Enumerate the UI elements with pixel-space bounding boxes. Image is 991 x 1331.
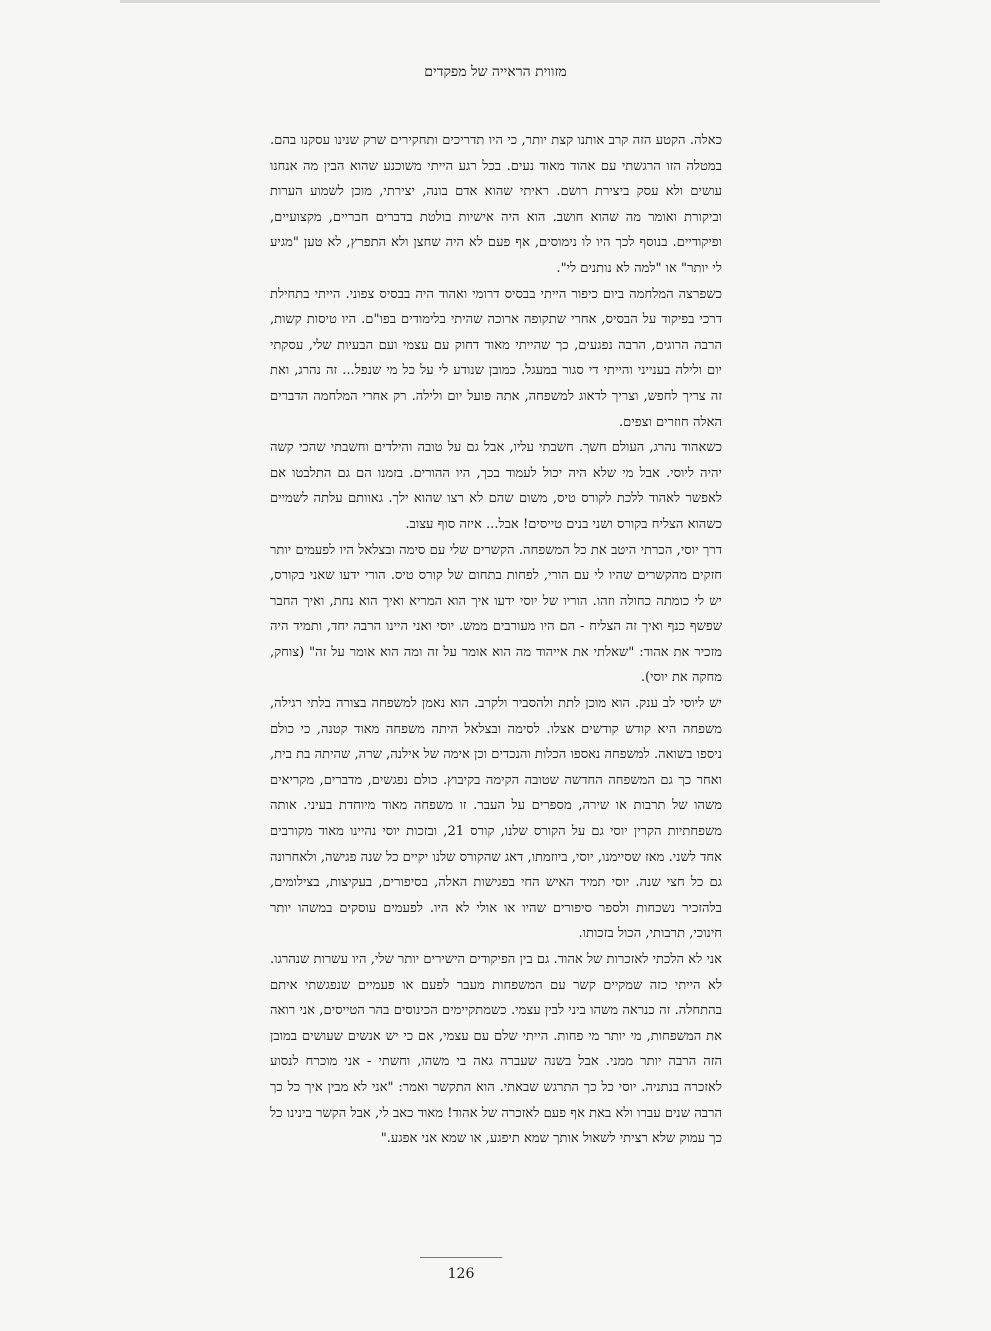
- paragraph: אני לא הלכתי לאזכרות של אהוד. גם בין הפיקודים הישירים יותר שלי, היו עשרות שנהרגו. לא הייתי כזה שמקיים קשר עם המשפחות מעבר לפעם או פעמיים שנפגשתי איתם בהתחלה. זה כנראה משהו ביני לבין עצמי. כשמתקיימים הכינוסים בהר הטייסים, אני רואה את המשפחות, מי יותר מי פחות. הייתי שלם עם עצמי, אם כי יש אנשים שעושים במובן הזה הרבה יותר ממני. אבל בשנה שעברה גאה בי משהו, וחשתי - אני מוכרח לנסוע לאזכרה בנתניה. יוסי כל כך התרגש שבאתי. הוא התקשר ואמר: "אני לא מבין איך כל כך הרבה שנים עברו ולא באת אף פעם לאזכרה של אהוד! מאוד כאב לי, אבל הקשר בינינו כל כך עמוק שלא רציתי לשאול אותך שמא תיפגע, או שמא אני אפגע.": [270, 952, 722, 1147]
- paragraph: כשאהוד נהרג, העולם חשך. חשבתי עליו, אבל גם על טובה והילדים וחשבתי שהכי קשה יהיה ליוסי. אבל מי שלא היה יכול לעמוד בכך, היו ההורים. בזמנו הם גם התלבטו אם לאפשר לאהוד ללכת לקורס טיס, משום שהם לא רצו שהוא ילך. גאוותם עלתה לשמיים כשהוא הצליח בקורס ושני בנים טייסים! אבל... איזה סוף עצוב.: [270, 440, 722, 532]
- scan-edge: [120, 0, 880, 3]
- page-number: 126: [447, 1266, 475, 1282]
- paragraph: כאלה. הקטע הזה קרב אותנו קצת יותר, כי היו תדריכים ותחקירים שרק שנינו עסקנו בהם. במטלה הזו הרגשתי עם אהוד מאוד נעים. בכל רגע הייתי משוכנע שהוא הבין מה אנחנו עושים ולא עסק ביצירת רושם. ראיתי שהוא אדם בונה, יצירתי, מוכן לשמוע הערות וביקורת ואומר מה שהוא חושב. הוא היה אישיות בולטת בדברים חבריים, מקצועיים, ופיקודיים. בנוסף לכך היו לו נימוסים, אף פעם לא היה שחצן ולא התפרץ, לא טען "מגיע לי יותר" או "למה לא נותנים לי".: [270, 133, 722, 276]
- footer-rule: [420, 1257, 502, 1258]
- running-header: מזווית הראייה של מפקדים: [424, 64, 567, 80]
- paragraph: דרך יוסי, הכרתי היטב את כל המשפחה. הקשרים שלי עם סימה ובצלאל היו לפעמים יותר חזקים מהקשרים שהיו לי עם הורי, לפחות בתחום של קורס טיס. הורי ידעו שאני בקורס, יש לי כומתה כחולה וזהו. הוריו של יוסי ידעו איך הוא המריא ואיך הוא נחת, ואיך החבר שפשף כנף ואיך זה הצליח - הם היו מעורבים ממש. יוסי ואני היינו הרבה יחד, ותמיד היה מזכיר את אהוד: "שאלתי את אייהוד מה הוא אומר על זה ומה הוא אומר על זה" (צוחק, מחקה את יוסי).: [270, 542, 722, 686]
- paragraph: יש ליוסי לב ענק. הוא מוכן לתת ולהסביר ולקרב. הוא נאמן למשפחה בצורה בלתי רגילה, משפחה היא קודש קודשים אצלו. לסימה ובצלאל היתה משפחה מאוד קטנה, כי כולם ניספו בשואה. למשפחה נאספו הכלות והנכדים וכן אימה של אילנה, שרה, שהיתה בת בית, ואחר כך גם המשפחה החדשה שטובה הקימה בקיבוץ. כולם נפגשים, מדברים, מקריאים משהו של תרבות או שירה, מספרים על העבר. זו משפחה מאוד מיוחדת בעיני. אותה משפחתיות הקרין יוסי גם על הקורס שלנו, קורס 21, ובזכות יוסי נהיינו מאוד מקורבים אחד לשני. מאז שסיימנו, יוסי, ביוזמתו, דאג שהקורס שלנו יקיים כל שנה פגישה, ולאחרונה גם כל חצי שנה. יוסי תמיד האיש החי בפגישות האלה, בסיפורים, בעקיצות, בצילומים, בלהזכיר נשכחות ולספר סיפורים שהיו או אולי לא היו. לפעמים עוסקים במשהו יותר חינוכי, תרבותי, הכול בזכותו.: [270, 696, 722, 942]
- paragraph: כשפרצה המלחמה ביום כיפור הייתי בבסיס דרומי ואהוד היה בבסיס צפוני. הייתי בתחילת דרכי בפיקוד על הבסיס, אחרי שתקופה ארוכה שהיתי בלימודים בפו"ם. היו טיסות קשות, הרבה הרוגים, הרבה נפגעים, כך שהייתי מאוד דחוק עם עצמי ועם הבעיות שלי, עסקתי יום ולילה בענייני והייתי די סגור במעגל. כמובן שנודע לי על כל מי שנפל... זה נהרג, ואת זה צריך לחפש, וצריך לדאוג למשפחה, אתה פועל יום ולילה. רק אחרי המלחמה הדברים האלה חוזרים וצפים.: [270, 286, 722, 430]
- body-text: [270, 128, 722, 1152]
